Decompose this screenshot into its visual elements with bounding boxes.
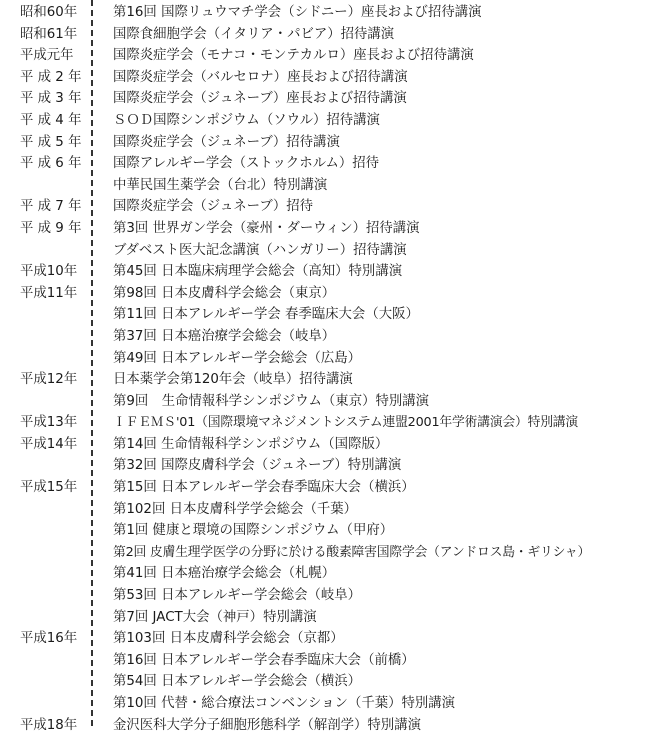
timeline-row: [0, 499, 660, 521]
timeline-rows: [0, 2, 660, 736]
timeline-row: [0, 218, 660, 240]
year-label: 平 成 7 年: [20, 199, 82, 215]
event-text: 第14回 生命情報科学シンポジウム（国際版）: [113, 436, 389, 452]
event-text: 国際炎症学会（ジュネーブ）招待講演: [113, 134, 340, 150]
timeline-row: [0, 175, 660, 197]
timeline-row: [0, 196, 660, 218]
timeline-row: [0, 650, 660, 672]
timeline-row: [0, 304, 660, 326]
timeline-row: [0, 585, 660, 607]
event-text: 第37回 日本癌治療学会総会（岐阜）: [113, 328, 336, 344]
year-label: 平成12年: [20, 372, 78, 388]
event-text: 国際アレルギー学会（ストックホルム）招待: [113, 156, 380, 172]
event-text: 国際食細胞学会（イタリア・パビア）招待講演: [113, 26, 395, 42]
timeline-row: [0, 2, 660, 24]
event-text: 第49回 日本アレルギー学会総会（広島）: [113, 350, 362, 366]
timeline-row: [0, 110, 660, 132]
timeline-row: [0, 391, 660, 413]
event-text: 第7回 JACT大会（神戸）特別講演: [113, 609, 317, 625]
timeline-row: [0, 693, 660, 715]
timeline-row: [0, 67, 660, 89]
event-text: 第98回 日本皮膚科学会総会（東京）: [113, 285, 336, 301]
timeline-row: [0, 240, 660, 262]
timeline-row: [0, 563, 660, 585]
timeline-row: [0, 542, 660, 564]
event-text: 国際炎症学会（バルセロナ）座長および招待講演: [113, 69, 408, 85]
event-text: 第103回 日本皮膚科学会総会（京都）: [113, 631, 344, 647]
event-text: 第41回 日本癌治療学会総会（札幌）: [113, 566, 336, 582]
event-text: 第10回 代替・総合療法コンベンション（千葉）特別講演: [113, 696, 456, 711]
timeline-row: [0, 477, 660, 499]
year-label: 平 成 9 年: [20, 220, 82, 236]
event-text: 国際炎症学会（ジュネーブ）招待: [113, 199, 314, 215]
year-label: 平 成 2 年: [20, 69, 82, 85]
timeline-row: [0, 261, 660, 283]
event-text: 第1回 健康と環境の国際シンポジウム（甲府）: [113, 523, 394, 539]
timeline-row: [0, 24, 660, 46]
timeline-row: [0, 88, 660, 110]
timeline-row: [0, 520, 660, 542]
timeline-row: [0, 607, 660, 629]
event-text: 第16回 日本アレルギー学会春季臨床大会（前橋）: [113, 652, 415, 668]
timeline-row: [0, 369, 660, 391]
year-label: 平成11年: [20, 285, 78, 301]
event-text: 第102回 日本皮膚科学学会総会（千葉）: [113, 501, 358, 517]
event-text: 中華民国生薬学会（台北）特別講演: [113, 177, 328, 193]
year-label: 平成16年: [20, 631, 78, 647]
event-text: 金沢医科大学分子細胞形態科学（解剖学）特別講演: [113, 717, 421, 733]
event-text: 第11回 日本アレルギー学会 春季臨床大会（大阪）: [113, 307, 419, 323]
timeline-row: [0, 412, 660, 434]
timeline-row: [0, 283, 660, 305]
year-label: 平成18年: [20, 717, 78, 733]
event-text: 国際炎症学会（モナコ・モンテカルロ）座長および招待講演: [113, 48, 474, 64]
event-text: 第9回 生命情報科学シンポジウム（東京）特別講演: [113, 393, 430, 409]
event-text: 第45回 日本臨床病理学会総会（高知）特別講演: [113, 264, 403, 280]
timeline-row: [0, 455, 660, 477]
year-label: 平成15年: [20, 480, 78, 496]
year-label: 平成13年: [20, 415, 78, 431]
timeline-row: [0, 434, 660, 456]
event-text: 第15回 日本アレルギー学会春季臨床大会（横浜）: [113, 480, 415, 496]
year-label: 昭和61年: [20, 26, 78, 42]
timeline-row: [0, 132, 660, 154]
year-label: 平成14年: [20, 436, 78, 452]
event-text: 国際炎症学会（ジュネーブ）座長および招待講演: [113, 91, 407, 107]
year-label: 昭和60年: [20, 5, 78, 20]
year-label: 平 成 3 年: [20, 91, 82, 107]
event-text: 日本薬学会第120年会（岐阜）招待講演: [113, 372, 353, 388]
year-label: 平 成 6 年: [20, 156, 82, 172]
event-text: 第3回 世界ガン学会（豪州・ダーウィン）招待講演: [113, 220, 420, 236]
year-label: 平成10年: [20, 264, 78, 280]
timeline-row: [0, 153, 660, 175]
timeline-row: [0, 45, 660, 67]
event-text: 第16回 国際リュウマチ学会（シドニー）座長および招待講演: [113, 5, 482, 20]
timeline-row: [0, 715, 660, 736]
event-text: ＩＦＥＭＳ'01（国際環境マネジメントシステム連盟2001年学術講演会）特別講演: [113, 415, 579, 431]
event-text: ＳＯＤ国際シンポジウム（ソウル）招待講演: [113, 112, 380, 128]
event-text: ブダベスト医大記念講演（ハンガリー）招待講演: [113, 242, 407, 258]
timeline-row: [0, 326, 660, 348]
year-label: 平 成 5 年: [20, 134, 82, 150]
timeline-row: [0, 628, 660, 650]
event-text: 第32回 国際皮膚科学会（ジュネーブ）特別講演: [113, 458, 402, 474]
event-text: 第53回 日本アレルギー学会総会（岐阜）: [113, 588, 362, 604]
timeline-row: [0, 671, 660, 693]
year-label: 平 成 4 年: [20, 112, 82, 128]
event-text: 第2回 皮膚生理学医学の分野に於ける酸素障害国際学会（アンドロス島・ギリシャ）: [113, 544, 591, 560]
timeline-row: [0, 348, 660, 370]
event-text: 第54回 日本アレルギー学会総会（横浜）: [113, 674, 362, 690]
year-label: 平成元年: [20, 48, 74, 64]
